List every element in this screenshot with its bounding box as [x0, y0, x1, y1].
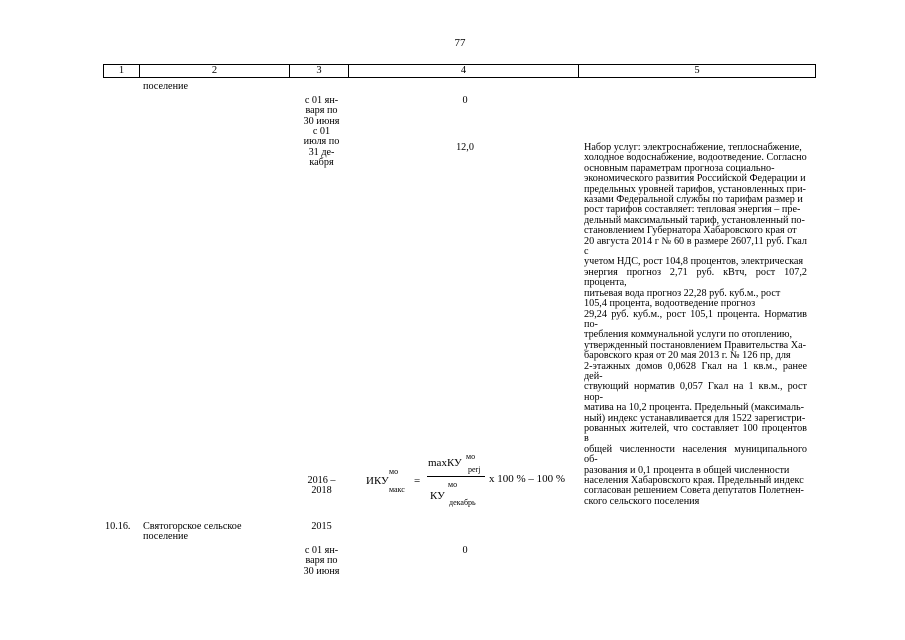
index-formula — [366, 454, 591, 514]
note-line: ского сельского поселения — [584, 495, 700, 507]
header-col-3: 3 — [290, 65, 349, 77]
period-line: июля по — [303, 136, 340, 148]
settlement-tail: поселение — [143, 81, 188, 92]
period-line: с 01 ян- — [304, 95, 339, 106]
note-line: основным параметрам прогноза социально- — [584, 162, 775, 174]
period-line: 2016 – — [307, 475, 336, 486]
header-col-2: 2 — [140, 65, 290, 77]
note-line: Набор услуг: электроснабжение, теплоснабжение, — [584, 142, 802, 153]
note-line: дельный максимальный тариф, установленный по- — [584, 214, 805, 226]
period-line: 2018 — [311, 485, 332, 497]
note-line: учетом НДС, рост 104,8 процентов, электрическая — [584, 256, 804, 268]
period-line: с 01 — [312, 126, 331, 137]
page-number: 77 — [454, 37, 466, 49]
header-col-1: 1 — [104, 65, 140, 77]
formula-lhs-sub: макс — [389, 485, 405, 494]
formula-lhs: ИКУ — [366, 475, 389, 487]
formula-num-sub: perj — [468, 465, 481, 474]
period-2016-2018 — [293, 476, 350, 497]
header-col-4: 4 — [349, 65, 579, 77]
value-jul-dec: 12,0 — [456, 142, 474, 153]
settlement-name — [143, 522, 288, 543]
note-line: питьевая вода прогноз 22,28 руб. куб.м., рост — [584, 287, 781, 299]
note-block — [584, 143, 807, 507]
row-number: 10.16. — [105, 521, 131, 532]
period-line: с 01 ян- — [304, 545, 339, 556]
value-jan-jun: 0 — [462, 95, 468, 106]
header-col-5: 5 — [694, 65, 700, 76]
period-jan-jun-2015 — [293, 546, 350, 577]
note-line: баровского края от 20 мая 2013 г. № 126 пр, для — [584, 350, 791, 362]
note-line: 105,4 процента, водоотведение прогноз — [584, 298, 756, 310]
note-line: 29,24 руб. куб.м., рост 105,1 процента. Норматив по- — [584, 308, 807, 330]
note-line: общей численности населения муниципального об- — [584, 443, 807, 466]
note-line: экономического развития Российской Федерации и — [584, 173, 806, 185]
period-line: кабря — [309, 157, 334, 169]
period-line: 31 де- — [308, 146, 335, 158]
settlement-line: поселение — [143, 531, 188, 543]
period-line: 30 июня — [303, 565, 340, 577]
formula-den-sup: мо — [448, 480, 458, 489]
note-line: 20 августа 2014 г № 60 в размере 2607,11 руб. Гкал с — [584, 235, 807, 258]
note-line: рованных жителей, что составляет 100 процентов в — [584, 422, 807, 445]
formula-den: КУ — [430, 490, 445, 502]
period-line: варя по — [305, 555, 338, 567]
note-line: ный) индекс устанавливается для 1522 зарегистри- — [584, 412, 806, 424]
settlement-line: Святогорское сельское — [143, 521, 242, 532]
note-line: требления коммунальной услуги по отоплению, — [584, 329, 793, 341]
formula-tail: x 100 % – 100 % — [489, 473, 566, 485]
formula-num-sup: мо — [466, 452, 476, 461]
note-line: становлением Губернатора Хабаровского края от — [584, 225, 797, 237]
note-line: согласован решением Совета депутатов Полетнен- — [584, 485, 804, 497]
note-line: холодное водоснабжение, водоотведение. Согласно — [584, 152, 807, 164]
year: 2015 — [311, 521, 332, 532]
note-line: 2-этажных домов 0,0628 Гкал на 1 кв.м., ранее дей- — [584, 360, 807, 382]
formula-den-sub: декабрь — [449, 498, 476, 507]
note-line: энергия прогноз 2,71 руб. кВтч, рост 107,2 процента, — [584, 266, 807, 289]
note-line: матива на 10,2 процента. Предельный (максималь- — [584, 402, 805, 414]
period-line: варя по — [305, 105, 338, 117]
note-line: утвержденный постановлением Правительства Ха- — [584, 339, 806, 351]
note-line: ствующий норматив 0,057 Гкал на 1 кв.м., рост нор- — [584, 381, 807, 403]
period-jul-dec — [293, 127, 350, 169]
note-line: рост тарифов составляет: тепловая энергия – пре- — [584, 204, 801, 216]
period-jan-jun — [293, 96, 350, 127]
fraction-bar — [427, 476, 485, 477]
table-header-row — [103, 64, 816, 78]
formula-num: maxКУ — [428, 457, 462, 469]
note-line: разования и 0,1 процента в общей численности — [584, 464, 790, 476]
formula-lhs-sup: мо — [389, 467, 399, 476]
note-line: казами Федеральной службы по тарифам размер и — [584, 194, 803, 206]
period-line: 30 июня — [303, 115, 340, 127]
formula-eq: = — [414, 475, 421, 487]
note-line: предельных уровней тарифов, установленных при- — [584, 183, 806, 195]
value-2015: 0 — [462, 545, 468, 556]
note-line: населения Хабаровского края. Предельный индекс — [584, 475, 804, 486]
